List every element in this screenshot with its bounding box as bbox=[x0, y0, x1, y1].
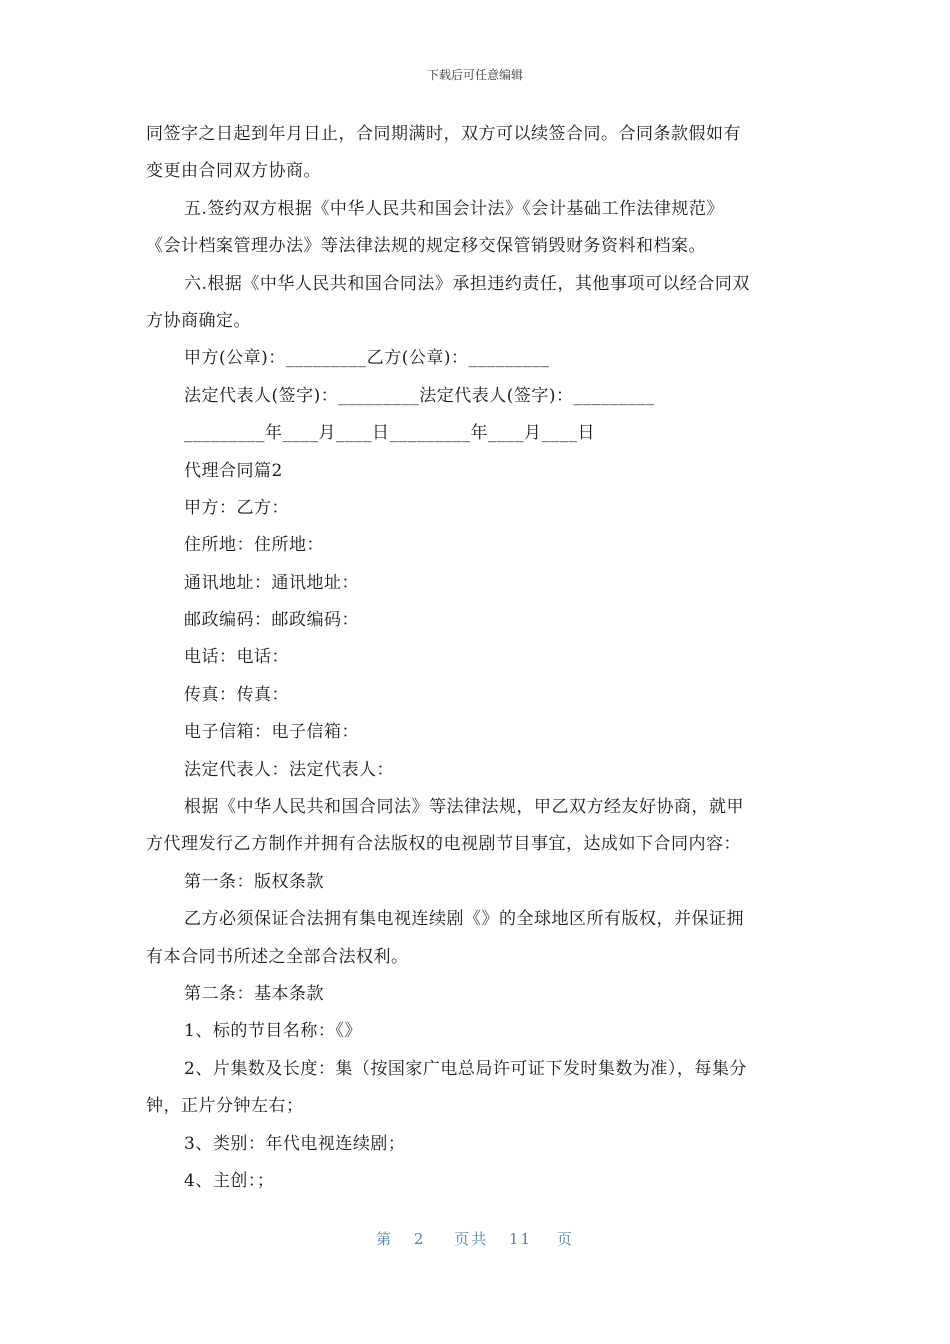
list-item: 3、类别：年代电视连续剧； bbox=[184, 1133, 406, 1154]
page-label-suffix: 页 bbox=[556, 1230, 574, 1248]
paragraph-line: 《会计档案管理办法》等法律法规的规定移交保管销毁财务资料和档案。 bbox=[146, 236, 706, 257]
signature-line-representative: 法定代表人(签字)：_________法定代表人(签字)：_________ bbox=[184, 385, 655, 406]
paragraph-line: 乙方必须保证合法拥有集电视连续剧《》的全球地区所有版权，并保证拥 bbox=[184, 909, 744, 930]
list-item: 2、片集数及长度：集（按国家广电总局许可证下发时集数为准），每集分 bbox=[184, 1058, 747, 1079]
party-field-line: 甲方：乙方： bbox=[184, 497, 289, 518]
party-field-line: 电话：电话： bbox=[184, 647, 289, 668]
page-header: 下载后可任意编辑 bbox=[426, 68, 523, 82]
party-field-line: 住所地：住所地： bbox=[184, 535, 324, 556]
page-number: 2 bbox=[413, 1230, 426, 1248]
paragraph-line: 方代理发行乙方制作并拥有合法版权的电视剧节目事宜，达成如下合同内容： bbox=[146, 834, 741, 855]
party-field-line: 电子信箱：电子信箱： bbox=[184, 722, 359, 743]
paragraph-line: 六.根据《中华人民共和国合同法》承担违约责任，其他事项可以经合同双 bbox=[184, 273, 750, 294]
signature-line-seal: 甲方(公章)：_________乙方(公章)：_________ bbox=[184, 348, 550, 369]
document-body bbox=[146, 116, 808, 1200]
list-item: 1、标的节目名称：《》 bbox=[184, 1021, 362, 1042]
paragraph-line: 钟，正片分钟左右； bbox=[146, 1096, 304, 1117]
page-footer bbox=[0, 1228, 950, 1249]
section-title: 代理合同篇2 bbox=[184, 460, 283, 481]
party-field-line: 通讯地址：通讯地址： bbox=[184, 572, 359, 593]
paragraph-line: 五.签约双方根据《中华人民共和国会计法》《会计基础工作法律规范》 bbox=[184, 198, 724, 219]
signature-line-date: _________年____月____日_________年____月____日 bbox=[184, 423, 595, 444]
page-total: 11 bbox=[509, 1230, 533, 1248]
paragraph-line: 方协商确定。 bbox=[146, 310, 251, 331]
list-item: 4、主创：； bbox=[184, 1170, 275, 1191]
paragraph-line: 根据《中华人民共和国合同法》等法律法规，甲乙双方经友好协商，就甲 bbox=[184, 797, 744, 818]
page-label-prefix: 第 bbox=[376, 1230, 394, 1248]
party-field-line: 邮政编码：邮政编码： bbox=[184, 610, 359, 631]
party-field-line: 法定代表人：法定代表人： bbox=[184, 759, 394, 780]
clause-heading: 第二条：基本条款 bbox=[184, 983, 324, 1004]
party-field-line: 传真：传真： bbox=[184, 684, 289, 705]
paragraph-line: 有本合同书所述之全部合法权利。 bbox=[146, 946, 409, 967]
page-label-middle: 页共 bbox=[454, 1230, 489, 1248]
paragraph-line: 同签字之日起到年月日止，合同期满时，双方可以续签合同。合同条款假如有 bbox=[146, 124, 741, 144]
paragraph-line: 变更由合同双方协商。 bbox=[146, 161, 321, 182]
clause-heading: 第一条：版权条款 bbox=[184, 871, 324, 892]
